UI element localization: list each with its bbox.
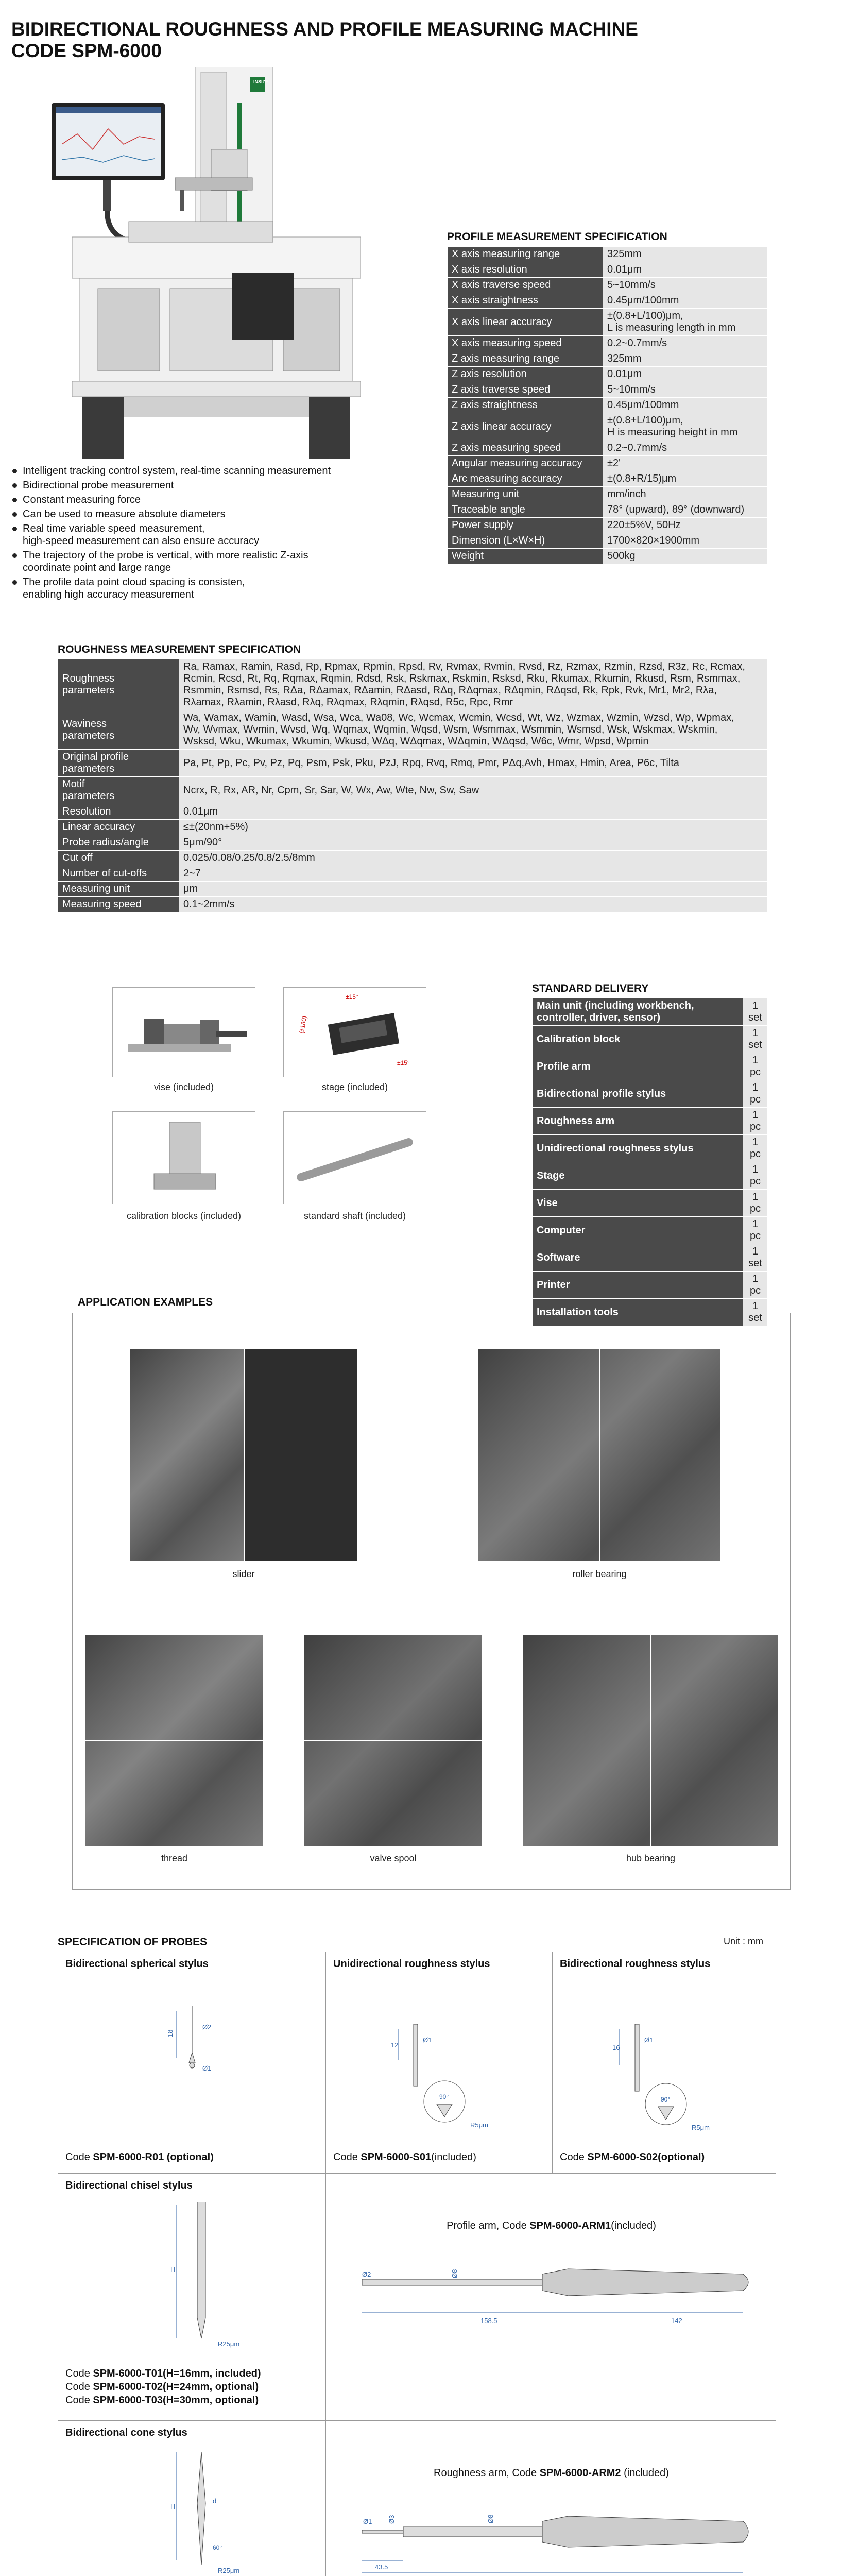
spec-key: Installation tools — [533, 1299, 743, 1326]
spec-value: 325mm — [603, 351, 767, 367]
spec-key: Software — [533, 1244, 743, 1272]
shaft-caption: standard shaft (included) — [303, 1211, 406, 1221]
stage-photo — [283, 987, 426, 1077]
roller-bearing-photo — [478, 1349, 720, 1561]
spec-value: 1 set — [743, 998, 768, 1026]
table-row — [58, 820, 767, 835]
table-row — [533, 998, 768, 1026]
table-row — [448, 351, 767, 367]
table-row — [448, 413, 767, 440]
calibration-photo — [112, 1111, 255, 1204]
table-row — [58, 750, 767, 777]
vise-photo — [112, 987, 255, 1077]
dim-text: 158.5 — [480, 2317, 497, 2325]
spec-value: ±2' — [603, 456, 767, 471]
table-row — [533, 1053, 768, 1080]
table-row — [448, 502, 767, 518]
title-line-1: BIDIRECTIONAL ROUGHNESS AND PROFILE MEASURING MACHINE — [11, 19, 638, 40]
spec-key: Main unit (including workbench, controller, driver, sensor) — [533, 998, 743, 1026]
feature-item: Can be used to measure absolute diameters — [11, 508, 434, 520]
table-row — [448, 247, 767, 262]
spec-value: ±(0.8+L/100)μm, H is measuring height in mm — [603, 413, 767, 440]
applications-title: APPLICATION EXAMPLES — [78, 1296, 213, 1308]
spec-value: 1 pc — [743, 1272, 768, 1299]
dim-text: 60° — [213, 2544, 222, 2551]
stage-dim-3: ±15° — [397, 1059, 410, 1066]
spec-key: Linear accuracy — [58, 820, 179, 835]
spec-value: 2~7 — [179, 866, 767, 882]
spec-key: Stage — [533, 1162, 743, 1190]
spec-value: Ncrx, R, Rx, AR, Nr, Cpm, Sr, Sar, W, Wx, Aw, Wte, Nw, Sw, Saw — [179, 777, 767, 804]
spec-value: 325mm — [603, 247, 767, 262]
spec-value: 1 set — [743, 1026, 768, 1053]
feature-item: Constant measuring force — [11, 494, 434, 506]
probes-unit: Unit : mm — [724, 1936, 764, 1946]
roughness-spec — [58, 643, 767, 912]
table-row — [533, 1272, 768, 1299]
valve-spool-caption: valve spool — [370, 1853, 417, 1863]
probe-code: Code SPM-6000-T02(H=24mm, optional) — [65, 2381, 259, 2393]
table-row — [448, 382, 767, 398]
spec-key: Resolution — [58, 804, 179, 820]
profile-spec-title: PROFILE MEASUREMENT SPECIFICATION — [447, 231, 667, 243]
spec-value: 5~10mm/s — [603, 278, 767, 293]
spec-key: Calibration block — [533, 1026, 743, 1053]
spec-key: Waviness parameters — [58, 710, 179, 750]
arm-title: Roughness arm, Code SPM-6000-ARM2 (included) — [434, 2467, 669, 2479]
thread-photo — [85, 1635, 263, 1846]
spec-key: Original profile parameters — [58, 750, 179, 777]
spec-key: Bidirectional profile stylus — [533, 1080, 743, 1108]
spec-key: Roughness arm — [533, 1108, 743, 1135]
probe-code: Code SPM-6000-S01(included) — [333, 2151, 476, 2163]
spec-value: 220±5%V, 50Hz — [603, 518, 767, 533]
dim-text: Ø1 — [363, 2518, 372, 2526]
spec-key: Z axis straightness — [448, 398, 603, 413]
spec-value: 1 pc — [743, 1135, 768, 1162]
dim-text: 142 — [671, 2317, 682, 2325]
spec-value: 0.01μm — [179, 804, 767, 820]
spec-value: 78° (upward), 89° (downward) — [603, 502, 767, 518]
spec-value: 1 pc — [743, 1190, 768, 1217]
stage-dim-1: ±15° — [346, 993, 358, 1001]
roughness-arm — [325, 2420, 776, 2576]
feature-item: The profile data point cloud spacing is consisten, enabling high accuracy measurement — [11, 576, 434, 601]
table-row — [448, 367, 767, 382]
calibration-caption: calibration blocks (included) — [126, 1211, 242, 1221]
table-row — [448, 336, 767, 351]
arm-title: Profile arm, Code SPM-6000-ARM1(included) — [447, 2220, 656, 2231]
spec-key: X axis resolution — [448, 262, 603, 278]
dim-text: 12 — [391, 2041, 399, 2049]
table-row — [58, 882, 767, 897]
spec-value: 0.1~2mm/s — [179, 897, 767, 912]
spec-value: 0.45μm/100mm — [603, 398, 767, 413]
table-row — [448, 456, 767, 471]
spec-value: μm — [179, 882, 767, 897]
probe-title: Bidirectional roughness stylus — [560, 1958, 711, 1970]
hub-bearing-caption: hub bearing — [626, 1853, 676, 1863]
spec-key: Angular measuring accuracy — [448, 456, 603, 471]
spec-key: X axis linear accuracy — [448, 309, 603, 336]
probe-code: Code SPM-6000-S02(optional) — [560, 2151, 705, 2163]
feature-list — [11, 465, 434, 603]
hub-bearing-photo — [523, 1635, 778, 1846]
dim-text: R25μm — [218, 2340, 240, 2348]
spec-key: Power supply — [448, 518, 603, 533]
table-row — [533, 1162, 768, 1190]
spec-value: 0.45μm/100mm — [603, 293, 767, 309]
spec-value: 1 pc — [743, 1053, 768, 1080]
feature-item: Bidirectional probe measurement — [11, 479, 434, 492]
spec-value: 1 set — [743, 1299, 768, 1326]
valve-spool-photo — [304, 1635, 482, 1846]
table-row — [448, 293, 767, 309]
dim-text: R5μm — [470, 2121, 488, 2129]
dim-text: R5μm — [692, 2124, 710, 2131]
spec-value: 5μm/90° — [179, 835, 767, 851]
spec-value: Ra, Ramax, Ramin, Rasd, Rp, Rpmax, Rpmin, Rpsd, Rv, Rvmax, Rvmin, Rvsd, Rz, Rzmax, Rzmin, Rzsd, R3z, Rc, Rcmax, Rcmin, Rcsd, Rt, Rq, Rqmax, Rqmin, Rdsd, Rsk, Rskmax, Rskmin, Rsksd, Rku, Rkumax, Rkumin, Rkusd, Rsm, Rsmmax, Rsmmin, Rsmsd, Rs, RΔa, RΔamax, RΔamin, RΔasd, RΔq, RΔqmax, RΔqmin, RΔqsd, Rk, Rpk, Rvk, Mr1, Mr2, Rλa, Rλamax, Rλamin, Rλasd, Rλq, Rλqmax, Rλqmin, Rλqsd, R5c, Rpc, Rmr — [179, 659, 767, 710]
dim-text: Ø2 — [202, 2023, 212, 2031]
spec-key: Weight — [448, 549, 603, 564]
thread-caption: thread — [161, 1853, 188, 1863]
stage-dim-2: (±180) — [298, 1015, 308, 1035]
title-line-2: CODE SPM-6000 — [11, 40, 162, 61]
dim-text: 90° — [661, 2096, 671, 2103]
spec-key: Measuring unit — [448, 487, 603, 502]
machine-image — [52, 67, 381, 464]
profile-spec — [447, 231, 767, 564]
table-row — [58, 710, 767, 750]
shaft-photo — [283, 1111, 426, 1204]
page-title — [11, 19, 638, 62]
table-row — [58, 897, 767, 912]
spec-value: 0.01μm — [603, 367, 767, 382]
spec-value: 1 set — [743, 1244, 768, 1272]
probe-title: Bidirectional spherical stylus — [65, 1958, 209, 1970]
table-row — [533, 1217, 768, 1244]
table-row — [448, 487, 767, 502]
spec-key: Roughness parameters — [58, 659, 179, 710]
feature-item: The trajectory of the probe is vertical, with more realistic Z-axis coordinate point and large range — [11, 549, 434, 574]
spec-value: 0.2~0.7mm/s — [603, 336, 767, 351]
table-row — [533, 1080, 768, 1108]
spec-value: 0.025/0.08/0.25/0.8/2.5/8mm — [179, 851, 767, 866]
table-row — [448, 549, 767, 564]
roughness-spec-title: ROUGHNESS MEASUREMENT SPECIFICATION — [58, 643, 301, 655]
probe-unidirectional-roughness — [325, 1952, 552, 2173]
table-row — [448, 262, 767, 278]
dim-text: Ø3 — [388, 2515, 396, 2524]
table-row — [448, 471, 767, 487]
table-row — [448, 533, 767, 549]
spec-key: X axis straightness — [448, 293, 603, 309]
spec-key: Z axis resolution — [448, 367, 603, 382]
spec-key: Z axis linear accuracy — [448, 413, 603, 440]
spec-key: Computer — [533, 1217, 743, 1244]
probe-title: Bidirectional cone stylus — [65, 2427, 187, 2438]
probe-spherical — [58, 1952, 325, 2173]
table-row — [448, 440, 767, 456]
spec-value: Pa, Pt, Pp, Pc, Pv, Pz, Pq, Psm, Psk, Pku, PzJ, Rpq, Rvq, Rmq, Pmr, PΔq,Avh, Hmax, Hmin, Area, P6c, Tilta — [179, 750, 767, 777]
feature-item: Real time variable speed measurement, high-speed measurement can also ensure accuracy — [11, 522, 434, 547]
dim-text: 16 — [612, 2044, 620, 2052]
spec-key: Z axis traverse speed — [448, 382, 603, 398]
spec-value: 1 pc — [743, 1080, 768, 1108]
spec-value: 1 pc — [743, 1217, 768, 1244]
table-row — [58, 866, 767, 882]
spec-value: Wa, Wamax, Wamin, Wasd, Wsa, Wca, Wa08, Wc, Wcmax, Wcmin, Wcsd, Wt, Wz, Wzmax, Wzmin, Wzsd, Wp, Wpmax, Wv, Wvmax, Wvmin, Wvsd, Wq, Wqmax, Wqmin, Wqsd, Wsm, Wsmmax, Wsmmin, Wsmsd, Wsk, Wskmax, Wskmin, Wsksd, Wku, Wkumax, Wkumin, Wkusd, WΔq, WΔqmax, WΔqmin, WΔqsd, W6c, Wmr, Wpsd, Wpmin — [179, 710, 767, 750]
spec-key: Number of cut-offs — [58, 866, 179, 882]
roughness-spec-table — [58, 659, 767, 912]
table-row — [448, 278, 767, 293]
probe-code: Code SPM-6000-R01 (optional) — [65, 2151, 214, 2163]
dim-text: 43.5 — [375, 2563, 388, 2571]
spec-value: 500kg — [603, 549, 767, 564]
table-row — [448, 518, 767, 533]
profile-spec-table — [447, 246, 767, 564]
spec-key: Profile arm — [533, 1053, 743, 1080]
spec-key: Traceable angle — [448, 502, 603, 518]
spec-value: 5~10mm/s — [603, 382, 767, 398]
spec-value: ≤±(20nm+5%) — [179, 820, 767, 835]
spec-value: 1 pc — [743, 1108, 768, 1135]
spec-value: ±(0.8+R/15)μm — [603, 471, 767, 487]
spec-key: Motif parameters — [58, 777, 179, 804]
table-row — [58, 777, 767, 804]
table-row — [58, 659, 767, 710]
spec-key: Arc measuring accuracy — [448, 471, 603, 487]
spec-key: Measuring unit — [58, 882, 179, 897]
dim-text: Ø2 — [362, 2270, 371, 2278]
table-row — [58, 835, 767, 851]
spec-key: X axis measuring range — [448, 247, 603, 262]
table-row — [448, 398, 767, 413]
spec-key: Printer — [533, 1272, 743, 1299]
spec-value: 1 pc — [743, 1162, 768, 1190]
delivery-table — [532, 998, 768, 1326]
table-row — [533, 1026, 768, 1053]
dim-text: 18 — [166, 2029, 174, 2037]
table-row — [448, 309, 767, 336]
dim-text: 90° — [439, 2093, 449, 2100]
spec-value: ±(0.8+L/100)μm, L is measuring length in mm — [603, 309, 767, 336]
probe-title: Bidirectional chisel stylus — [65, 2180, 193, 2191]
spec-key: Z axis measuring speed — [448, 440, 603, 456]
standard-delivery — [532, 982, 768, 1326]
slider-caption: slider — [232, 1569, 255, 1579]
table-row — [58, 851, 767, 866]
profile-arm — [325, 2173, 776, 2420]
dim-text: R25μm — [218, 2567, 240, 2574]
slider-photo — [130, 1349, 357, 1561]
table-row — [533, 1244, 768, 1272]
delivery-title: STANDARD DELIVERY — [532, 982, 649, 994]
brand-logo: INSIZE — [253, 79, 269, 84]
spec-key: Vise — [533, 1190, 743, 1217]
table-row — [533, 1190, 768, 1217]
spec-key: X axis traverse speed — [448, 278, 603, 293]
probe-code: Code SPM-6000-T03(H=30mm, optional) — [65, 2395, 259, 2406]
dim-text: Ø1 — [202, 2064, 212, 2072]
feature-item: Intelligent tracking control system, real-time scanning measurement — [11, 465, 434, 477]
probe-chisel — [58, 2173, 325, 2420]
roller-bearing-caption: roller bearing — [572, 1569, 627, 1579]
table-row — [533, 1135, 768, 1162]
dim-text: d — [213, 2497, 217, 2505]
spec-value: mm/inch — [603, 487, 767, 502]
dim-text: Ø1 — [423, 2036, 432, 2044]
table-row — [58, 804, 767, 820]
probe-code: Code SPM-6000-T01(H=16mm, included) — [65, 2368, 261, 2379]
spec-key: Probe radius/angle — [58, 835, 179, 851]
spec-key: Measuring speed — [58, 897, 179, 912]
vise-caption: vise (included) — [153, 1082, 214, 1092]
stage-caption: stage (included) — [321, 1082, 388, 1092]
probe-title: Unidirectional roughness stylus — [333, 1958, 490, 1970]
spec-key: X axis measuring speed — [448, 336, 603, 351]
dim-text: Ø8 — [487, 2514, 494, 2523]
spec-key: Cut off — [58, 851, 179, 866]
spec-key: Z axis measuring range — [448, 351, 603, 367]
dim-text: H — [170, 2502, 176, 2510]
spec-key: Unidirectional roughness stylus — [533, 1135, 743, 1162]
spec-value: 0.2~0.7mm/s — [603, 440, 767, 456]
table-row — [533, 1108, 768, 1135]
probe-bidirectional-roughness — [552, 1952, 776, 2173]
spec-key: Dimension (L×W×H) — [448, 533, 603, 549]
dim-text: H — [170, 2265, 176, 2273]
probe-cone — [58, 2420, 325, 2576]
spec-value: 0.01μm — [603, 262, 767, 278]
probes-title: SPECIFICATION OF PROBES — [58, 1936, 208, 1948]
dim-text: Ø8 — [451, 2269, 458, 2278]
spec-value: 1700×820×1900mm — [603, 533, 767, 549]
dim-text: Ø1 — [644, 2036, 654, 2044]
applications-frame — [72, 1313, 791, 1890]
